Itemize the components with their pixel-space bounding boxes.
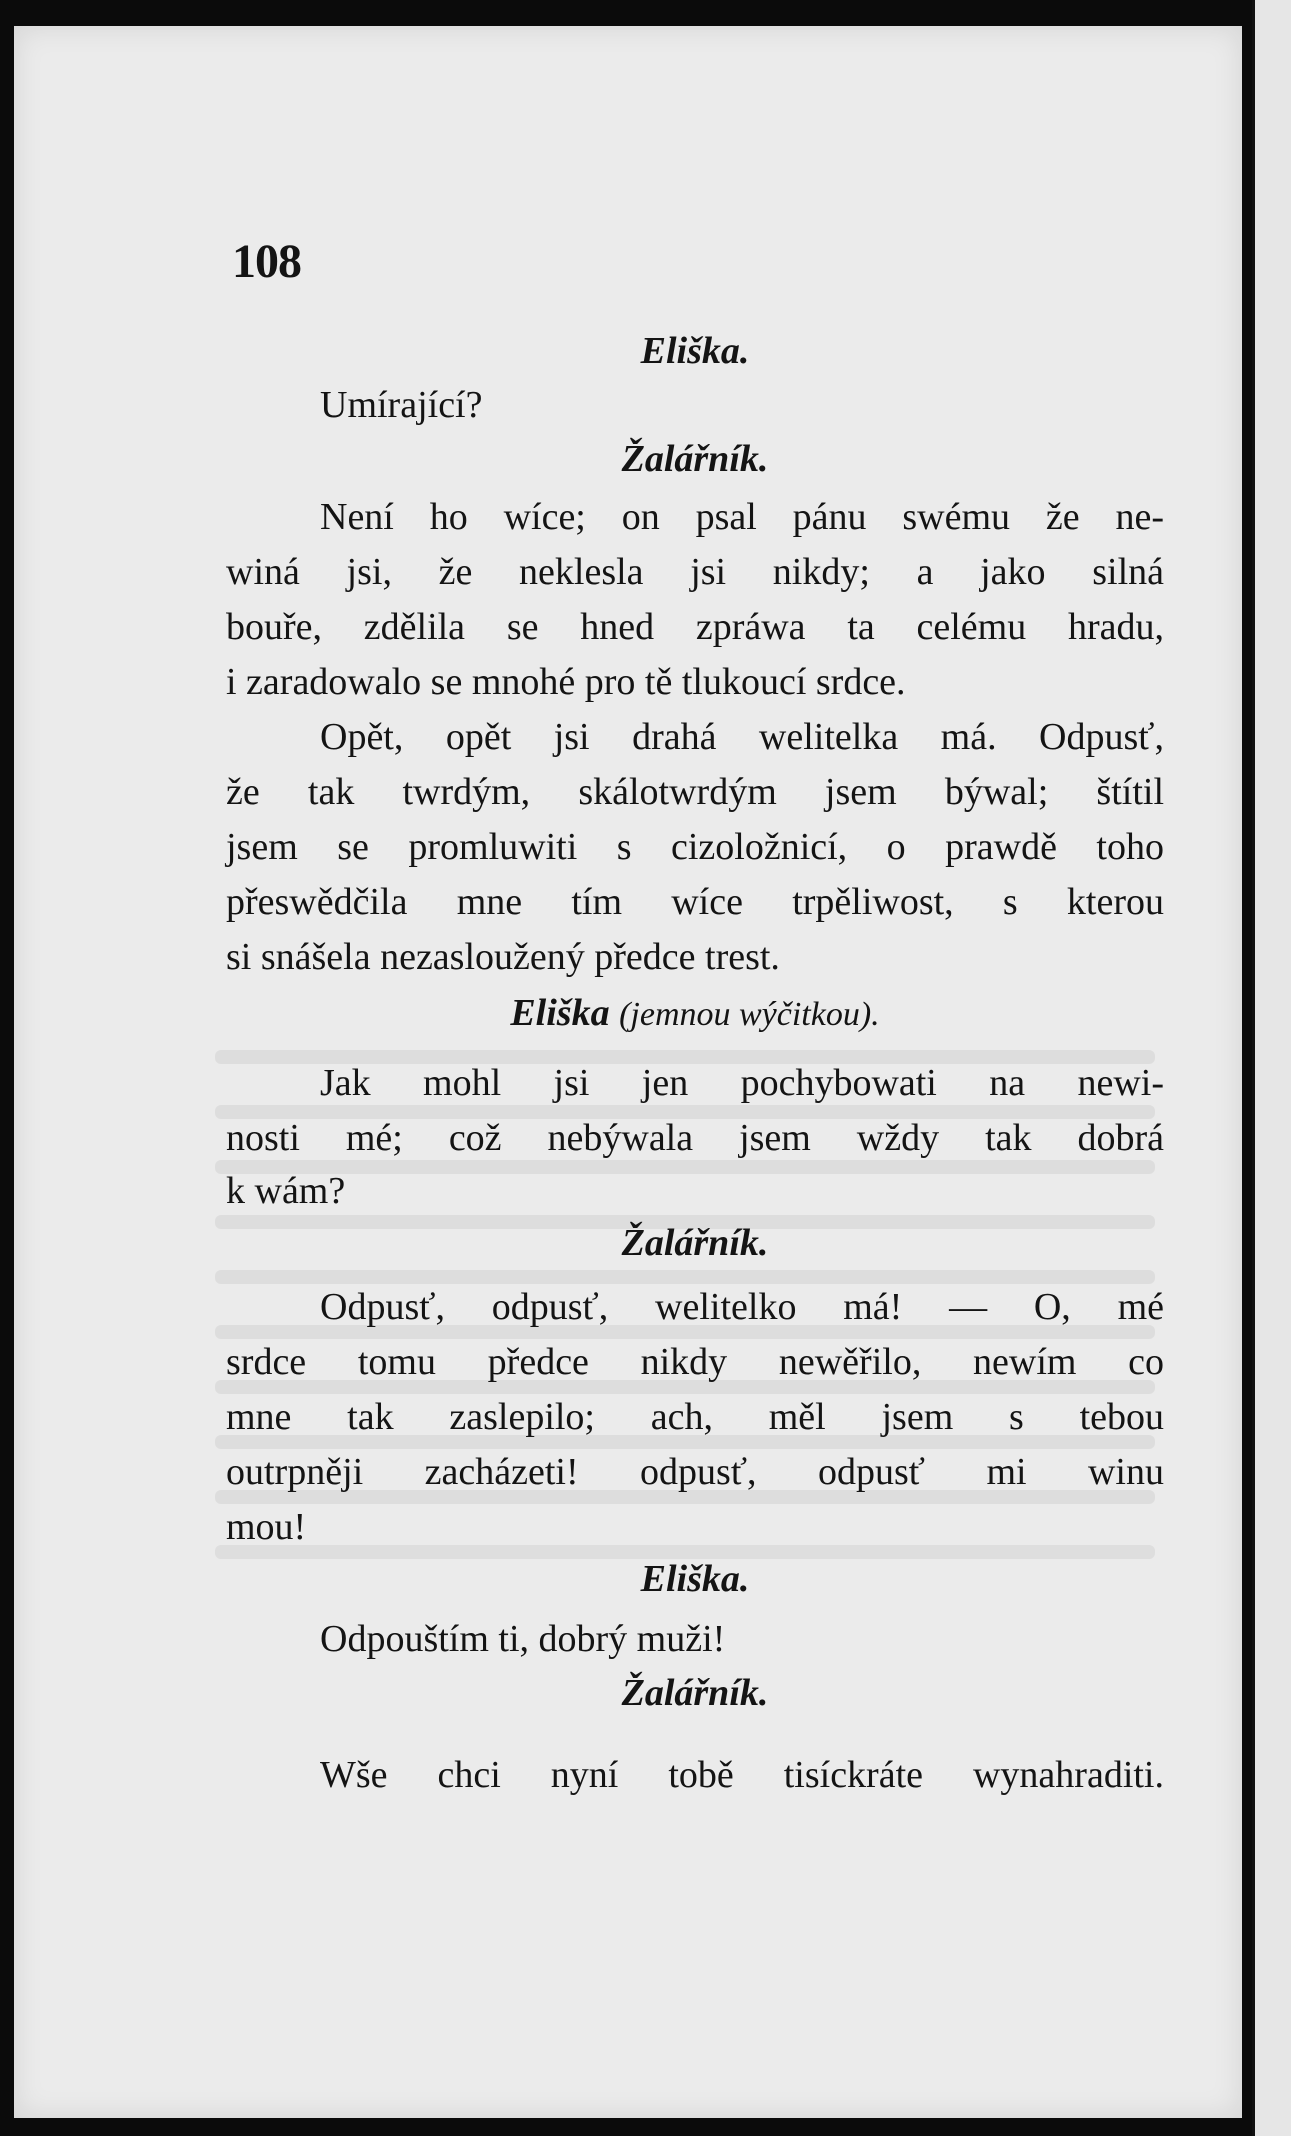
stage-direction: (jemnou wýčitkou). xyxy=(619,996,880,1033)
speech-line: Umírající? xyxy=(320,384,483,426)
adjacent-page-edge xyxy=(1252,0,1291,2136)
speaker-name: Žalářník. xyxy=(621,1222,769,1264)
speech-line: winá jsi, že neklesla jsi nikdy; a jako silná xyxy=(226,551,1164,593)
speaker-name: Eliška xyxy=(510,992,610,1034)
speech-line: bouře, zdělila se hned zpráwa ta celému hradu, xyxy=(226,606,1164,648)
page-number: 108 xyxy=(232,235,301,288)
speaker-name: Žalářník. xyxy=(621,438,769,480)
speaker-with-direction xyxy=(226,990,1164,1038)
speech-line: přeswědčila mne tím wíce trpěliwost, s kterou xyxy=(226,881,1164,923)
speaker-name: Eliška. xyxy=(640,1558,750,1600)
speech-line: Jak mohl jsi jen pochybowati na newi- xyxy=(320,1062,1164,1104)
speaker-name: Eliška. xyxy=(640,330,750,372)
speech-line: Opět, opět jsi drahá welitelka má. Odpusť, xyxy=(320,716,1164,758)
speech-line: mou! xyxy=(226,1506,307,1548)
speech-line: Odpouštím ti, dobrý muži! xyxy=(320,1618,726,1660)
speech-line: Odpusť, odpusť, welitelko má! — O, mé xyxy=(320,1286,1164,1328)
speech-line: si snášela nezasloužený předce trest. xyxy=(226,936,780,978)
speech-line: k wám? xyxy=(226,1170,346,1212)
speech-line: Wše chci nyní tobě tisíckráte wynahraditi. xyxy=(320,1754,1164,1796)
speech-line: srdce tomu předce nikdy newěřilo, newím co xyxy=(226,1341,1164,1383)
speech-line: outrpněji zacházeti! odpusť, odpusť mi winu xyxy=(226,1451,1164,1493)
speech-line: i zaradowalo se mnohé pro tě tlukoucí srdce. xyxy=(226,661,906,703)
speech-line: že tak twrdým, skálotwrdým jsem býwal; štítil xyxy=(226,771,1164,813)
speech-line: jsem se promluwiti s cizoložnicí, o prawdě toho xyxy=(226,826,1164,868)
speech-line: nosti mé; což nebýwala jsem wždy tak dobrá xyxy=(226,1117,1164,1159)
speech-line: Není ho wíce; on psal pánu swému že ne- xyxy=(320,496,1164,538)
speech-line: mne tak zaslepilo; ach, měl jsem s tebou xyxy=(226,1396,1164,1438)
speaker-name: Žalářník. xyxy=(621,1672,769,1714)
